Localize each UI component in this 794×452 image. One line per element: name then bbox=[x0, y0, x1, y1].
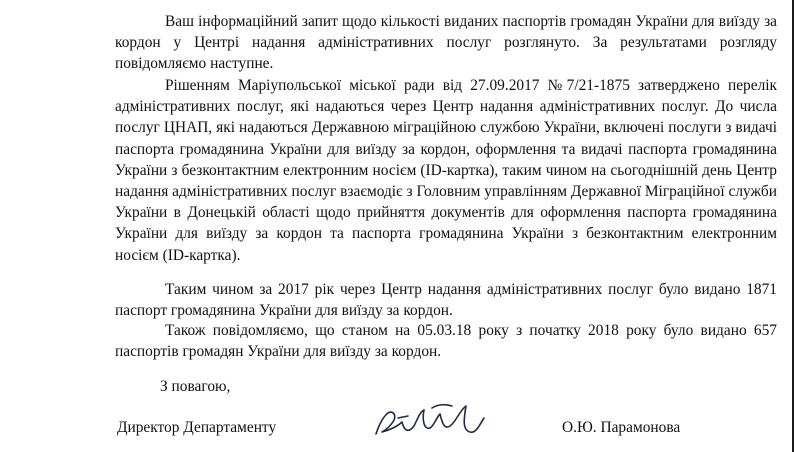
handwritten-signature bbox=[368, 396, 488, 446]
signatory-title: Директор Департаменту bbox=[117, 419, 277, 436]
paragraph-2018-issued: Також повідомляємо, що станом на 05.03.18 року з початку 2018 року було видано 657 паспортів громадян України для виїзду за кордон. bbox=[115, 322, 777, 361]
signatory-name: О.Ю. Парамонова bbox=[562, 419, 681, 436]
paragraph-2017-issued: Таким чином за 2017 рік через Центр надання адміністративних послуг було видано 1871 паспорт громадянина України для виїзду за кордон. bbox=[115, 281, 777, 320]
paragraph-council-decision: Рішенням Маріупольської міської ради від 27.09.2017 №7/21-1875 затверджено перелік адміністративних послуг, які надаються через Центр надання адміністративних послуг. До числа послуг ЦНАП, які надаються Державною міграційною службою України, включені послуги з видачі паспорта громадянина України для виїзду за кордон, оформлення та видачі паспорта громадянина України з безконтактним електронним носієм (ID-картка), таким чином на сьогоднішній день Центр надання адміністративних послуг взаємодіє з Головним управлінням Державної Міграційної служби України в Донецькій області щодо прийняття документів для оформлення паспорта громадянина України для виїзду за кордон та паспорта громадянина України з безконтактним електронним носієм (ID-картка). bbox=[115, 77, 777, 264]
paragraph-request-reviewed: Ваш інформаційний запит щодо кількості виданих паспортів громадян України для виїзду за кордон у Центрі надання адміністративних послуг розглянуто. За результатами розгляду повідомляємо наступне. bbox=[115, 13, 777, 73]
closing-phrase: З повагою, bbox=[160, 378, 231, 395]
